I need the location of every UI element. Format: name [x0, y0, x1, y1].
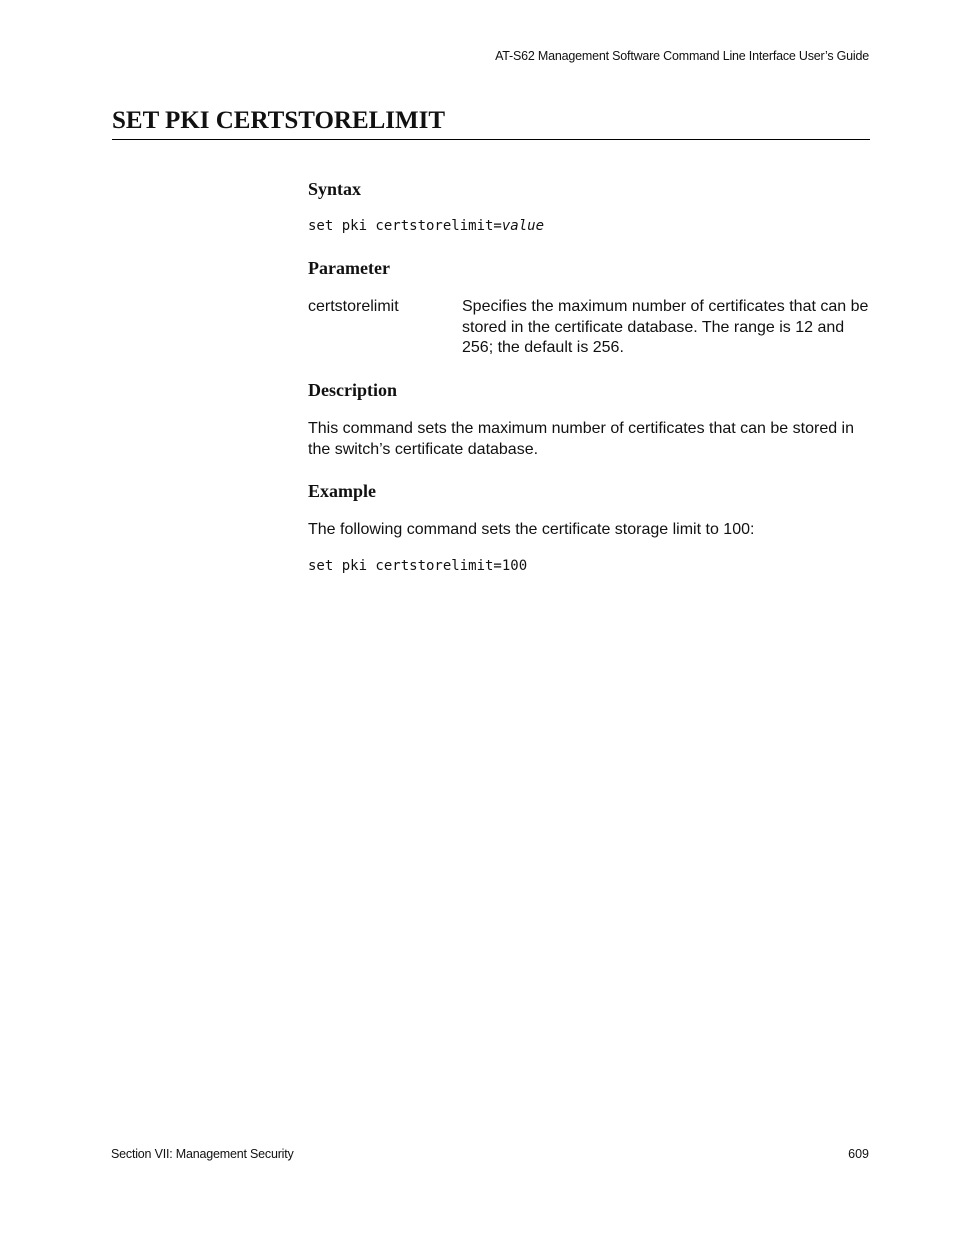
- running-header: AT-S62 Management Software Command Line Interface User’s Guide: [495, 49, 869, 63]
- syntax-command-prefix: set pki certstorelimit=: [308, 218, 502, 234]
- example-command: set pki certstorelimit=100: [308, 558, 528, 574]
- description-heading: Description: [308, 380, 397, 400]
- parameter-description: Specifies the maximum number of certificates that can be stored in the certificate database. The range is 12 and 256; the default is 256.: [462, 298, 869, 356]
- footer-section: Section VII: Management Security: [111, 1147, 294, 1161]
- syntax-command: [308, 216, 544, 236]
- example-heading: Example: [308, 481, 377, 501]
- syntax-command-variable: value: [501, 218, 545, 234]
- footer-page-number: 609: [848, 1147, 869, 1161]
- page-title: SET PKI CERTSTORELIMIT: [112, 106, 870, 140]
- example-intro: The following command sets the certificate storage limit to 100:: [308, 521, 755, 538]
- parameter-heading: Parameter: [308, 258, 390, 278]
- syntax-heading: Syntax: [308, 179, 362, 199]
- parameter-name: certstorelimit: [308, 298, 399, 315]
- description-text: This command sets the maximum number of certificates that can be stored in the switch’s certificate database.: [308, 420, 855, 458]
